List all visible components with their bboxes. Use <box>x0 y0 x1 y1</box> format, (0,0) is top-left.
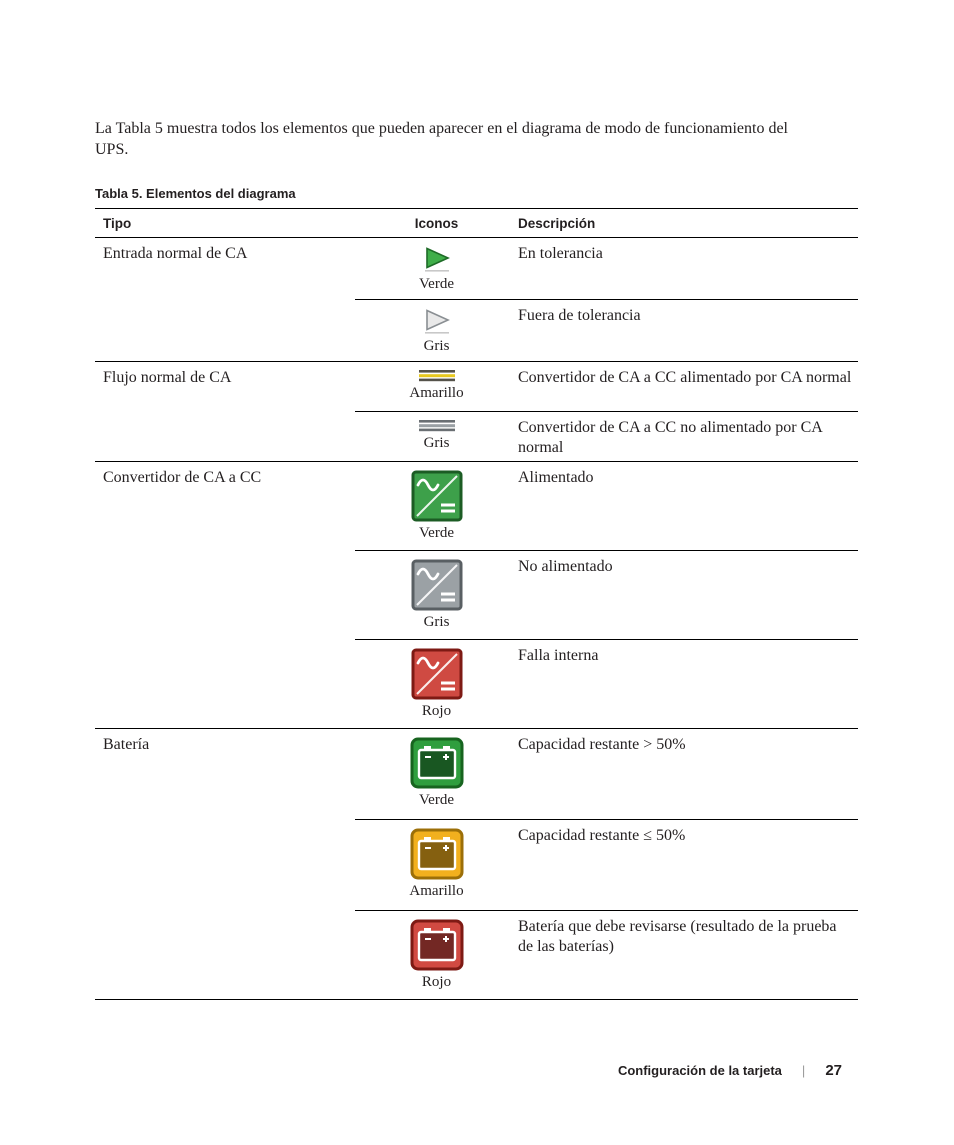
group-tipo-label: Flujo normal de CA <box>103 369 232 386</box>
icon-cell <box>355 640 518 728</box>
group-tipo-label: Batería <box>103 736 150 753</box>
row-description: Batería que debe revisarse (resultado de la prueba de las baterías) <box>518 918 837 955</box>
icon-color-label: Rojo <box>421 974 452 990</box>
icon-cell <box>355 820 518 910</box>
icon-cell <box>355 551 518 639</box>
gray-triangle-icon <box>422 308 452 335</box>
table-row <box>355 411 858 461</box>
row-description: Alimentado <box>518 469 594 486</box>
icon-cell <box>355 412 518 461</box>
icon-color-label: Verde <box>419 276 454 292</box>
icon-cell <box>355 462 518 550</box>
table-group-bateria <box>95 728 858 999</box>
table-row <box>355 910 858 999</box>
header-tipo: Tipo <box>103 215 132 231</box>
icon-color-label: Amarillo <box>409 883 464 899</box>
diagram-elements-table <box>95 208 858 1000</box>
green-converter-icon <box>411 470 463 522</box>
table-row <box>355 238 858 299</box>
gray-converter-icon <box>411 559 463 611</box>
icon-color-label: Verde <box>419 525 454 541</box>
table-row <box>355 362 858 411</box>
yellow-battery-icon <box>410 828 464 880</box>
icon-color-label: Gris <box>423 338 450 354</box>
table-row <box>355 462 858 550</box>
table-group-entrada-normal <box>95 238 858 361</box>
row-description: No alimentado <box>518 558 613 575</box>
row-description: Convertidor de CA a CC alimentado por CA normal <box>518 369 852 386</box>
table-row <box>355 299 858 361</box>
group-rows <box>355 462 858 728</box>
icon-cell <box>355 911 518 999</box>
group-rows <box>355 729 858 999</box>
green-battery-icon <box>410 737 464 789</box>
icon-cell <box>355 362 518 411</box>
group-tipo-label: Entrada normal de CA <box>103 245 248 262</box>
row-description: Fuera de tolerancia <box>518 307 641 324</box>
table-row <box>355 819 858 910</box>
page-content <box>95 0 858 1000</box>
icon-color-label: Gris <box>423 435 450 451</box>
icon-color-label: Rojo <box>421 703 452 719</box>
icon-cell <box>355 729 518 819</box>
table-group-convertidor <box>95 461 858 728</box>
table-row <box>355 639 858 728</box>
yellow-flow-lines-icon <box>418 369 456 382</box>
footer-separator: | <box>801 1063 806 1078</box>
group-rows <box>355 362 858 461</box>
row-description: Capacidad restante > 50% <box>518 736 686 753</box>
group-tipo-label: Convertidor de CA a CC <box>103 469 262 486</box>
gray-flow-lines-icon <box>418 419 456 432</box>
page-footer <box>618 1062 842 1079</box>
row-description: Falla interna <box>518 647 599 664</box>
red-converter-icon <box>411 648 463 700</box>
icon-cell <box>355 238 518 299</box>
icon-color-label: Verde <box>419 792 454 808</box>
footer-section-title: Configuración de la tarjeta <box>617 1063 782 1078</box>
footer-page-number: 27 <box>825 1062 842 1079</box>
row-description: En tolerancia <box>518 245 603 262</box>
table-group-flujo-normal <box>95 361 858 461</box>
red-battery-icon <box>410 919 464 971</box>
table-header-row <box>95 209 858 238</box>
icon-color-label: Gris <box>423 614 450 630</box>
icon-color-label: Amarillo <box>409 385 464 401</box>
row-description: Capacidad restante ≤ 50% <box>518 827 686 844</box>
green-triangle-icon <box>422 246 452 273</box>
table-caption: Tabla 5. Elementos del diagrama <box>95 186 296 201</box>
group-rows <box>355 238 858 361</box>
row-description: Convertidor de CA a CC no alimentado por CA normal <box>518 419 822 456</box>
table-row <box>355 729 858 819</box>
icon-cell <box>355 300 518 361</box>
table-row <box>355 550 858 639</box>
header-descripcion: Descripción <box>518 215 596 231</box>
header-iconos: Iconos <box>414 215 459 231</box>
intro-paragraph: La Tabla 5 muestra todos los elementos que pueden aparecer en el diagrama de modo de funcionamiento del UPS. <box>95 120 788 158</box>
